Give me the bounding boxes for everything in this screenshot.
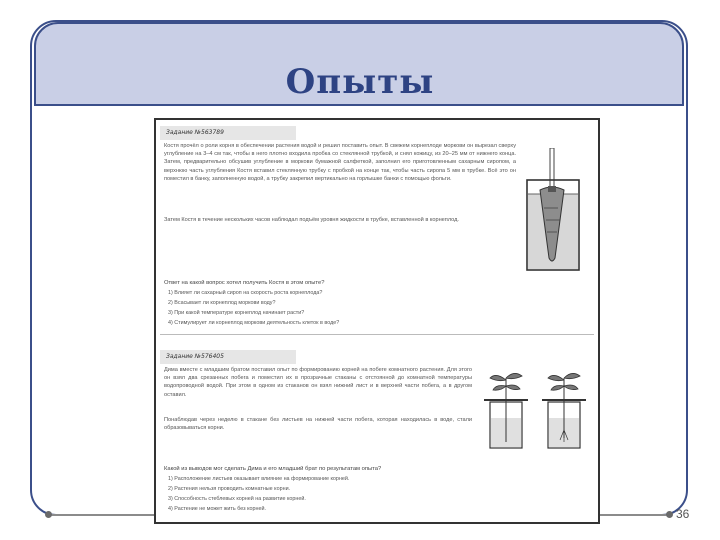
task2-option: 1) Расположение листьев оказывает влияние на формирование корней. — [168, 476, 350, 482]
task2-option: 2) Растения нельзя проводить комнатные корни. — [168, 486, 291, 492]
task1-text: Костя прочёл о роли корня в обеспечении растения водой и решил поставить опыт. В свежем корнеплоде моркови он вырезал сверху углубление на 3–4 см так, чтобы в него плотно входила пробка со стеклянной трубкой, и снял кожицу, из 20–25 мм от нижнего конца. Затем, предварительно обсушив углубление в моркови бумажной салфеткой, заполнил его приготовленным сахарным сиропом, а верхнюю часть углубления Костя вставил стеклянную трубку с пробкой на конце так, чтобы часть сиропа 5 мм в трубке. Всё это он поместил в банку, заполненную водой, а трубку закрепил вертикально на горлышке банки с помощью фольги. — [164, 143, 516, 182]
slide-title: Опыты — [285, 62, 435, 102]
task2-question: Какой из выводов мог сделать Дима и его младший брат по результатам опыта? — [164, 466, 382, 472]
worksheet-image — [154, 118, 600, 524]
page-number: 36 — [676, 507, 690, 521]
task2-option: 4) Растение не может жить без корней. — [168, 506, 266, 512]
task1-option: 3) При какой температуре корнеплод начинает расти? — [168, 310, 305, 316]
task1-header: Задание №563789 — [160, 126, 296, 140]
task1-option: 2) Всасывает ли корнеплод моркови воду? — [168, 300, 276, 306]
task1-question: Ответ на какой вопрос хотел получить Костя в этом опыте? — [164, 280, 325, 286]
task1-text-second: Затем Костя в течение нескольких часов наблюдал подъём уровня жидкости в трубке, вставленной в корнеплод. — [164, 217, 459, 223]
task2-text: Дима вместе с младшим братом поставил опыт по формированию корней на побеге комнатного растения. Для этого он взял два срезанных побега и поместил их в прозрачные стаканы с отстоянной до комнатной температуры водопроводной водой. При этом в одном из стаканов он взял нижний лист и в верхней части побега, а в другом оставил. — [164, 367, 472, 398]
carrot-experiment-figure — [522, 148, 588, 272]
task2-option: 3) Способность стеблевых корней на развитие корней. — [168, 496, 306, 502]
task2-text-second: Понаблюдав через неделю в стакане без листьев на нижней части побега, которая находилась в воде, стали образовываться корни. — [164, 417, 472, 432]
left-dot-icon — [45, 511, 52, 518]
task2-header: Задание №576405 — [160, 350, 296, 364]
bottom-rule-left — [52, 514, 156, 516]
task1-option: 4) Стимулирует ли корнеплод моркови деятельность клеток в воде? — [168, 320, 340, 326]
task-separator — [160, 334, 594, 335]
right-dot-icon — [666, 511, 673, 518]
bottom-rule-right — [600, 514, 666, 516]
task1-option: 1) Влияет ли сахарный сироп на скорость роста корнеплода? — [168, 290, 323, 296]
cuttings-experiment-figure — [476, 368, 594, 450]
